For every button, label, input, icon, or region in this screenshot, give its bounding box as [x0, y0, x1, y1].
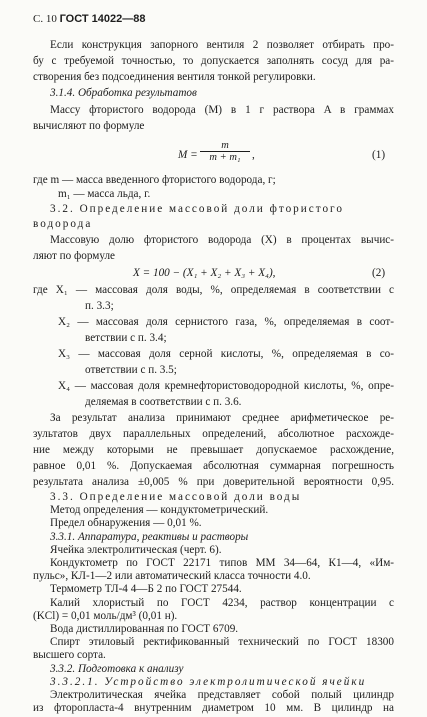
text-line: вычисляют по формуле — [33, 120, 145, 132]
page-header — [33, 12, 146, 28]
section-heading: 3.3.1. Аппаратура, реактивы и растворы — [50, 530, 249, 543]
text-line: зультатов двух параллельных определений, абсолютное расхожде- — [33, 428, 394, 440]
text-line: Кондуктометр по ГОСТ 22171 типов ММ 34—64, К1—4, «Им- — [50, 557, 394, 569]
formula-body: X = 100 − (X₁ + X₂ + X₃ + X₄), — [133, 267, 276, 279]
section-heading: 3.3.2.1. Устройство электролитической ячейки — [50, 675, 367, 688]
text-line: Калий хлористый по ГОСТ 4234, раствор концентрации c — [50, 596, 394, 609]
formula-denominator: m + m₁ — [200, 151, 250, 163]
text-line: ние между которыми не превышает допускаемое расхождение, — [33, 444, 394, 456]
text-line: Массу фтористого водорода (M) в 1 г раствора A в граммах — [50, 104, 394, 116]
text-line: Спирт этиловый ректификованный технический по ГОСТ 18300 — [50, 636, 394, 649]
section-heading: 3.3.2. Подготовка к анализу — [50, 662, 184, 675]
text-line: Метод определения — кондуктометрический. — [50, 504, 269, 517]
text-line: Если конструкция запорного вентиля 2 позволяет отбирать про- — [50, 39, 394, 51]
text-line: бу с требуемой точностью, то допускается заполнять сосуд для ра- — [33, 55, 394, 67]
text-line: За результат анализа принимают среднее арифметическое ре- — [50, 412, 394, 424]
standard-code: ГОСТ 14022—88 — [59, 13, 146, 25]
text-line: равное 0,01 %. Допускаемая абсолютная суммарная погрешность — [33, 460, 394, 472]
legend-line: где X₁ — массовая доля воды, %, определяемая в соответствии с — [33, 284, 394, 296]
legend-line: где m — масса введенного фтористого водорода, г; — [33, 174, 276, 186]
text-line: Ячейка электролитическая (черт. 6). — [50, 543, 222, 556]
legend-line: ответствии с п. 3.5; — [85, 364, 177, 376]
text-line: Предел обнаружения — 0,01 %. — [50, 517, 202, 530]
text-line: Электролитическая ячейка представляет собой полый цилиндр — [50, 689, 394, 701]
text-line: пульс», КЛ-1—2 или автоматический класса точности 4.0. — [33, 570, 311, 583]
formula-fraction — [200, 140, 250, 163]
section-heading: 3.3. Определение массовой доли воды — [50, 491, 302, 503]
legend-line: X₃ — массовая доля серной кислоты, %, определяемая в со- — [58, 348, 394, 360]
legend-line: деляемая в соответствии с п. 3.6. — [85, 396, 242, 408]
formula-number: (1) — [372, 149, 386, 161]
section-heading: 3.2. Определение массовой доли фтористого — [50, 203, 344, 215]
text-line: створения без подсоединения вентиля тонкой регулировки. — [33, 71, 316, 83]
legend-line: п. 3.3; — [85, 300, 114, 312]
legend-line: X₂ — массовая доля сернистого газа, %, определяемая в соот- — [58, 316, 394, 328]
text-line: высшего сорта. — [33, 649, 106, 662]
legend-line: X₄ — массовая доля кремнефтористоводородной кислоты, %, опре- — [58, 380, 394, 392]
formula-lhs: M = — [178, 149, 198, 161]
text-line: из фторопласта-4 внутренним диаметром 10 мм. В цилиндр на — [33, 702, 394, 715]
text-line: Термометр ТЛ-4 4—Б 2 по ГОСТ 27544. — [50, 583, 242, 596]
formula-tail: , — [252, 149, 255, 161]
text-line: Вода дистиллированная по ГОСТ 6709. — [50, 623, 239, 635]
formula-numerator: m — [221, 140, 229, 151]
text-line: результата анализа ±0,005 % при доверительной вероятности 0,95. — [33, 476, 394, 488]
section-heading: 3.1.4. Обработка результатов — [50, 87, 197, 99]
legend-line: m₁ — масса льда, г. — [58, 188, 151, 200]
formula-number: (2) — [372, 267, 386, 279]
page-number: С. 10 — [33, 13, 57, 25]
section-heading: водорода — [33, 218, 93, 230]
text-line: ляют по формуле — [33, 250, 115, 262]
text-line: (KCl) = 0,01 моль/дм³ (0,01 н). — [33, 609, 178, 622]
text-line: Массовую долю фтористого водорода (X) в процентах вычис- — [50, 234, 394, 246]
legend-line: ветствии с п. 3.4; — [85, 332, 167, 344]
